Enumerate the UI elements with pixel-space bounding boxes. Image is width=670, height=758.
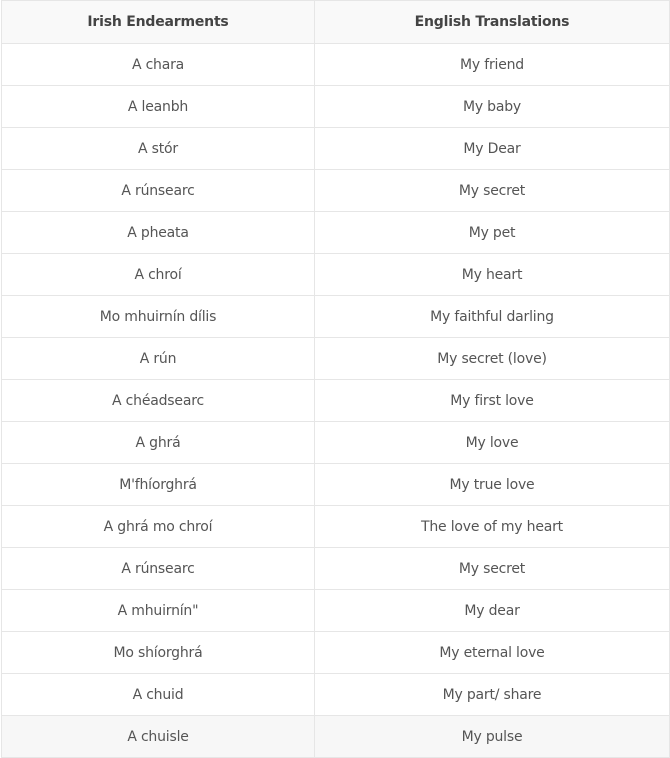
table-row <box>2 254 670 296</box>
english-cell: My love <box>315 422 670 464</box>
irish-cell: A pheata <box>2 212 315 254</box>
irish-cell: A rúnsearc <box>2 548 315 590</box>
table-header-row <box>2 1 670 44</box>
english-cell: My heart <box>315 254 670 296</box>
table-row <box>2 548 670 590</box>
irish-cell: M'fhíorghrá <box>2 464 315 506</box>
table-row <box>2 338 670 380</box>
english-cell: My dear <box>315 590 670 632</box>
english-cell: My Dear <box>315 128 670 170</box>
english-cell: My secret <box>315 548 670 590</box>
table-row <box>2 422 670 464</box>
english-cell: My secret <box>315 170 670 212</box>
irish-cell: A chéadsearc <box>2 380 315 422</box>
table-row <box>2 212 670 254</box>
irish-cell: A stór <box>2 128 315 170</box>
table-row <box>2 590 670 632</box>
irish-cell: A chuid <box>2 674 315 716</box>
english-cell: My friend <box>315 44 670 86</box>
table-row <box>2 170 670 212</box>
english-cell: My pulse <box>315 716 670 758</box>
table-row <box>2 296 670 338</box>
irish-cell: A rún <box>2 338 315 380</box>
english-cell: My secret (love) <box>315 338 670 380</box>
table-row <box>2 380 670 422</box>
english-cell: My part/ share <box>315 674 670 716</box>
irish-cell: A mhuirnín" <box>2 590 315 632</box>
irish-cell: A rúnsearc <box>2 170 315 212</box>
irish-cell: A chroí <box>2 254 315 296</box>
irish-cell: A chara <box>2 44 315 86</box>
english-cell: My baby <box>315 86 670 128</box>
irish-cell: A ghrá mo chroí <box>2 506 315 548</box>
irish-cell: Mo mhuirnín dílis <box>2 296 315 338</box>
english-cell: The love of my heart <box>315 506 670 548</box>
english-cell: My eternal love <box>315 632 670 674</box>
irish-cell: A chuisle <box>2 716 315 758</box>
header-irish-endearments: Irish Endearments <box>2 1 315 44</box>
english-cell: My first love <box>315 380 670 422</box>
irish-cell: Mo shíorghrá <box>2 632 315 674</box>
table-row <box>2 674 670 716</box>
table-row <box>2 716 670 758</box>
english-cell: My faithful darling <box>315 296 670 338</box>
english-cell: My true love <box>315 464 670 506</box>
table-row <box>2 464 670 506</box>
table-row <box>2 44 670 86</box>
english-cell: My pet <box>315 212 670 254</box>
table-row <box>2 632 670 674</box>
irish-cell: A ghrá <box>2 422 315 464</box>
table-row <box>2 128 670 170</box>
table-row <box>2 506 670 548</box>
table-row <box>2 86 670 128</box>
irish-cell: A leanbh <box>2 86 315 128</box>
endearments-table <box>1 0 670 758</box>
header-english-translations: English Translations <box>315 1 670 44</box>
